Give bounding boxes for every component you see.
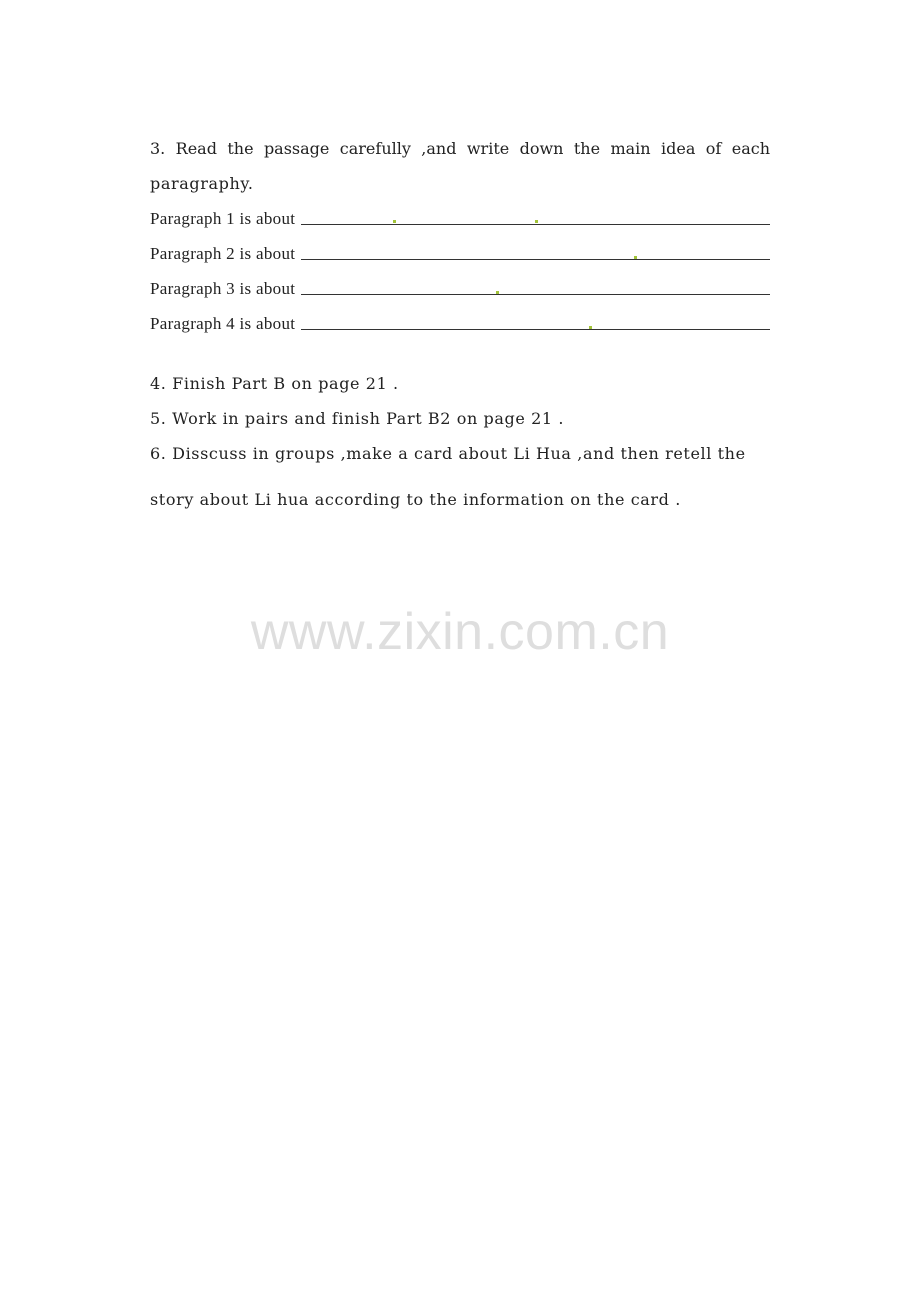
word: main bbox=[610, 139, 651, 158]
marker-dot bbox=[589, 326, 592, 329]
marker-dot bbox=[634, 256, 637, 259]
paragraph-1-row bbox=[150, 209, 770, 229]
word: write bbox=[466, 139, 510, 158]
marker-dot bbox=[535, 220, 538, 223]
question-4: 4. Finish Part B on page 21 . bbox=[150, 374, 399, 393]
marker-dot bbox=[393, 220, 396, 223]
question-3-line-1 bbox=[150, 139, 770, 158]
paragraph-label: Paragraph 3 is about bbox=[150, 279, 296, 298]
paragraph-label: Paragraph 2 is about bbox=[150, 244, 296, 263]
answer-blank-4[interactable] bbox=[301, 315, 770, 330]
paragraph-label: Paragraph 4 is about bbox=[150, 314, 296, 333]
question-6-line-1: 6. Disscuss in groups ,make a card about Li Hua ,and then retell the bbox=[150, 444, 746, 463]
paragraph-4-row bbox=[150, 314, 770, 334]
answer-blank-2[interactable] bbox=[301, 245, 770, 260]
answer-blank-1[interactable] bbox=[301, 210, 770, 225]
marker-dot bbox=[496, 291, 499, 294]
question-3-line-2: paragraphy. bbox=[150, 174, 254, 193]
word: passage bbox=[263, 139, 330, 158]
word: 3. bbox=[150, 139, 166, 158]
word: down bbox=[519, 139, 564, 158]
word: ,and bbox=[421, 139, 457, 158]
question-5: 5. Work in pairs and finish Part B2 on page 21 . bbox=[150, 409, 565, 428]
paragraph-label: Paragraph 1 is about bbox=[150, 209, 296, 228]
paragraph-2-row bbox=[150, 244, 770, 264]
word: carefully bbox=[339, 139, 411, 158]
word: idea bbox=[661, 139, 696, 158]
paragraph-3-row bbox=[150, 279, 770, 299]
question-6-line-2: story about Li hua according to the information on the card . bbox=[150, 490, 681, 509]
word: each bbox=[731, 139, 770, 158]
word: Read bbox=[175, 139, 217, 158]
word: the bbox=[573, 139, 601, 158]
word: the bbox=[227, 139, 254, 158]
answer-blank-3[interactable] bbox=[301, 280, 770, 295]
word: of bbox=[705, 139, 722, 158]
watermark: www.zixin.com.cn bbox=[250, 603, 670, 661]
